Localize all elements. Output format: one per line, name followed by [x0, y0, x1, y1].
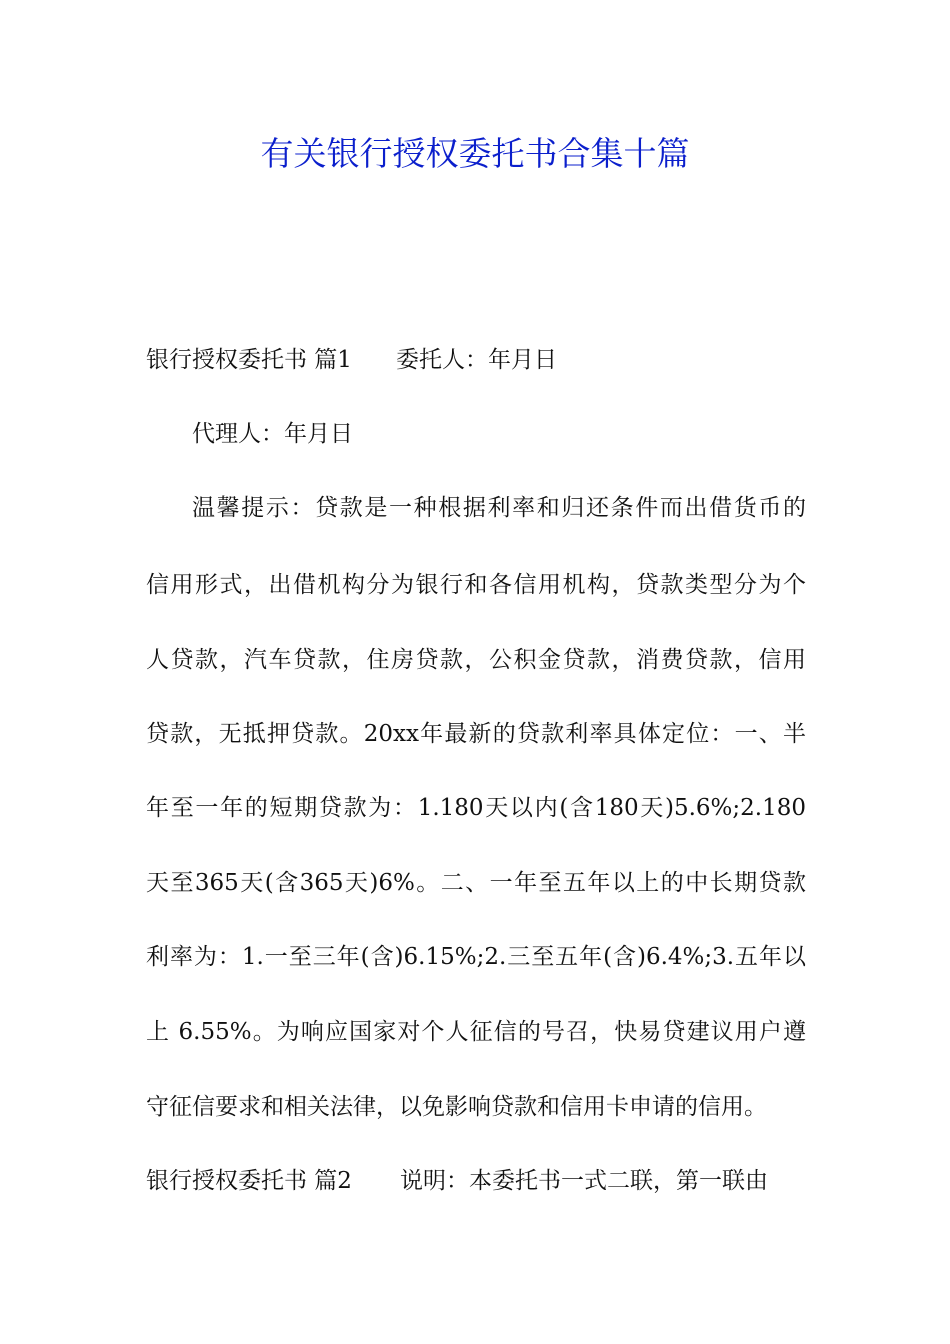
paragraph-line-5: 年至一年的短期贷款为：1.180天以内(含180天)5.6%;2.180 [146, 795, 806, 821]
section2-heading: 银行授权委托书 篇2 [146, 1168, 352, 1194]
section2-text: 说明：本委托书一式二联，第一联由 [399, 1168, 768, 1194]
paragraph-line-8: 上 6.55%。为响应国家对个人征信的号召，快易贷建议用户遵 [146, 1019, 806, 1045]
section1-heading-line [146, 340, 806, 380]
paragraph-line-9: 守征信要求和相关法律，以免影响贷款和信用卡申请的信用。 [146, 1094, 767, 1120]
section1-heading: 银行授权委托书 篇1 [146, 347, 352, 373]
paragraph-line-3: 人贷款，汽车贷款，住房贷款，公积金贷款，消费贷款，信用 [146, 647, 806, 673]
paragraph-line-2: 信用形式，出借机构分为银行和各信用机构，贷款类型分为个 [146, 572, 806, 598]
paragraph-line-1: 温馨提示：贷款是一种根据利率和归还条件而出借货币的 [192, 495, 806, 521]
paragraph-line-4: 贷款，无抵押贷款。20xx年最新的贷款利率具体定位：一、半 [146, 721, 806, 747]
paragraph-line-6: 天至365天(含365天)6%。二、一年至五年以上的中长期贷款 [146, 870, 806, 896]
agent-line: 代理人：年月日 [192, 421, 353, 447]
delegator-line: 委托人：年月日 [395, 347, 557, 373]
paragraph-line-7: 利率为：1.一至三年(含)6.15%;2.三至五年(含)6.4%;3.五年以 [146, 944, 806, 970]
section2-heading-line [146, 1161, 806, 1201]
page-title: 有关银行授权委托书合集十篇 [260, 134, 690, 173]
